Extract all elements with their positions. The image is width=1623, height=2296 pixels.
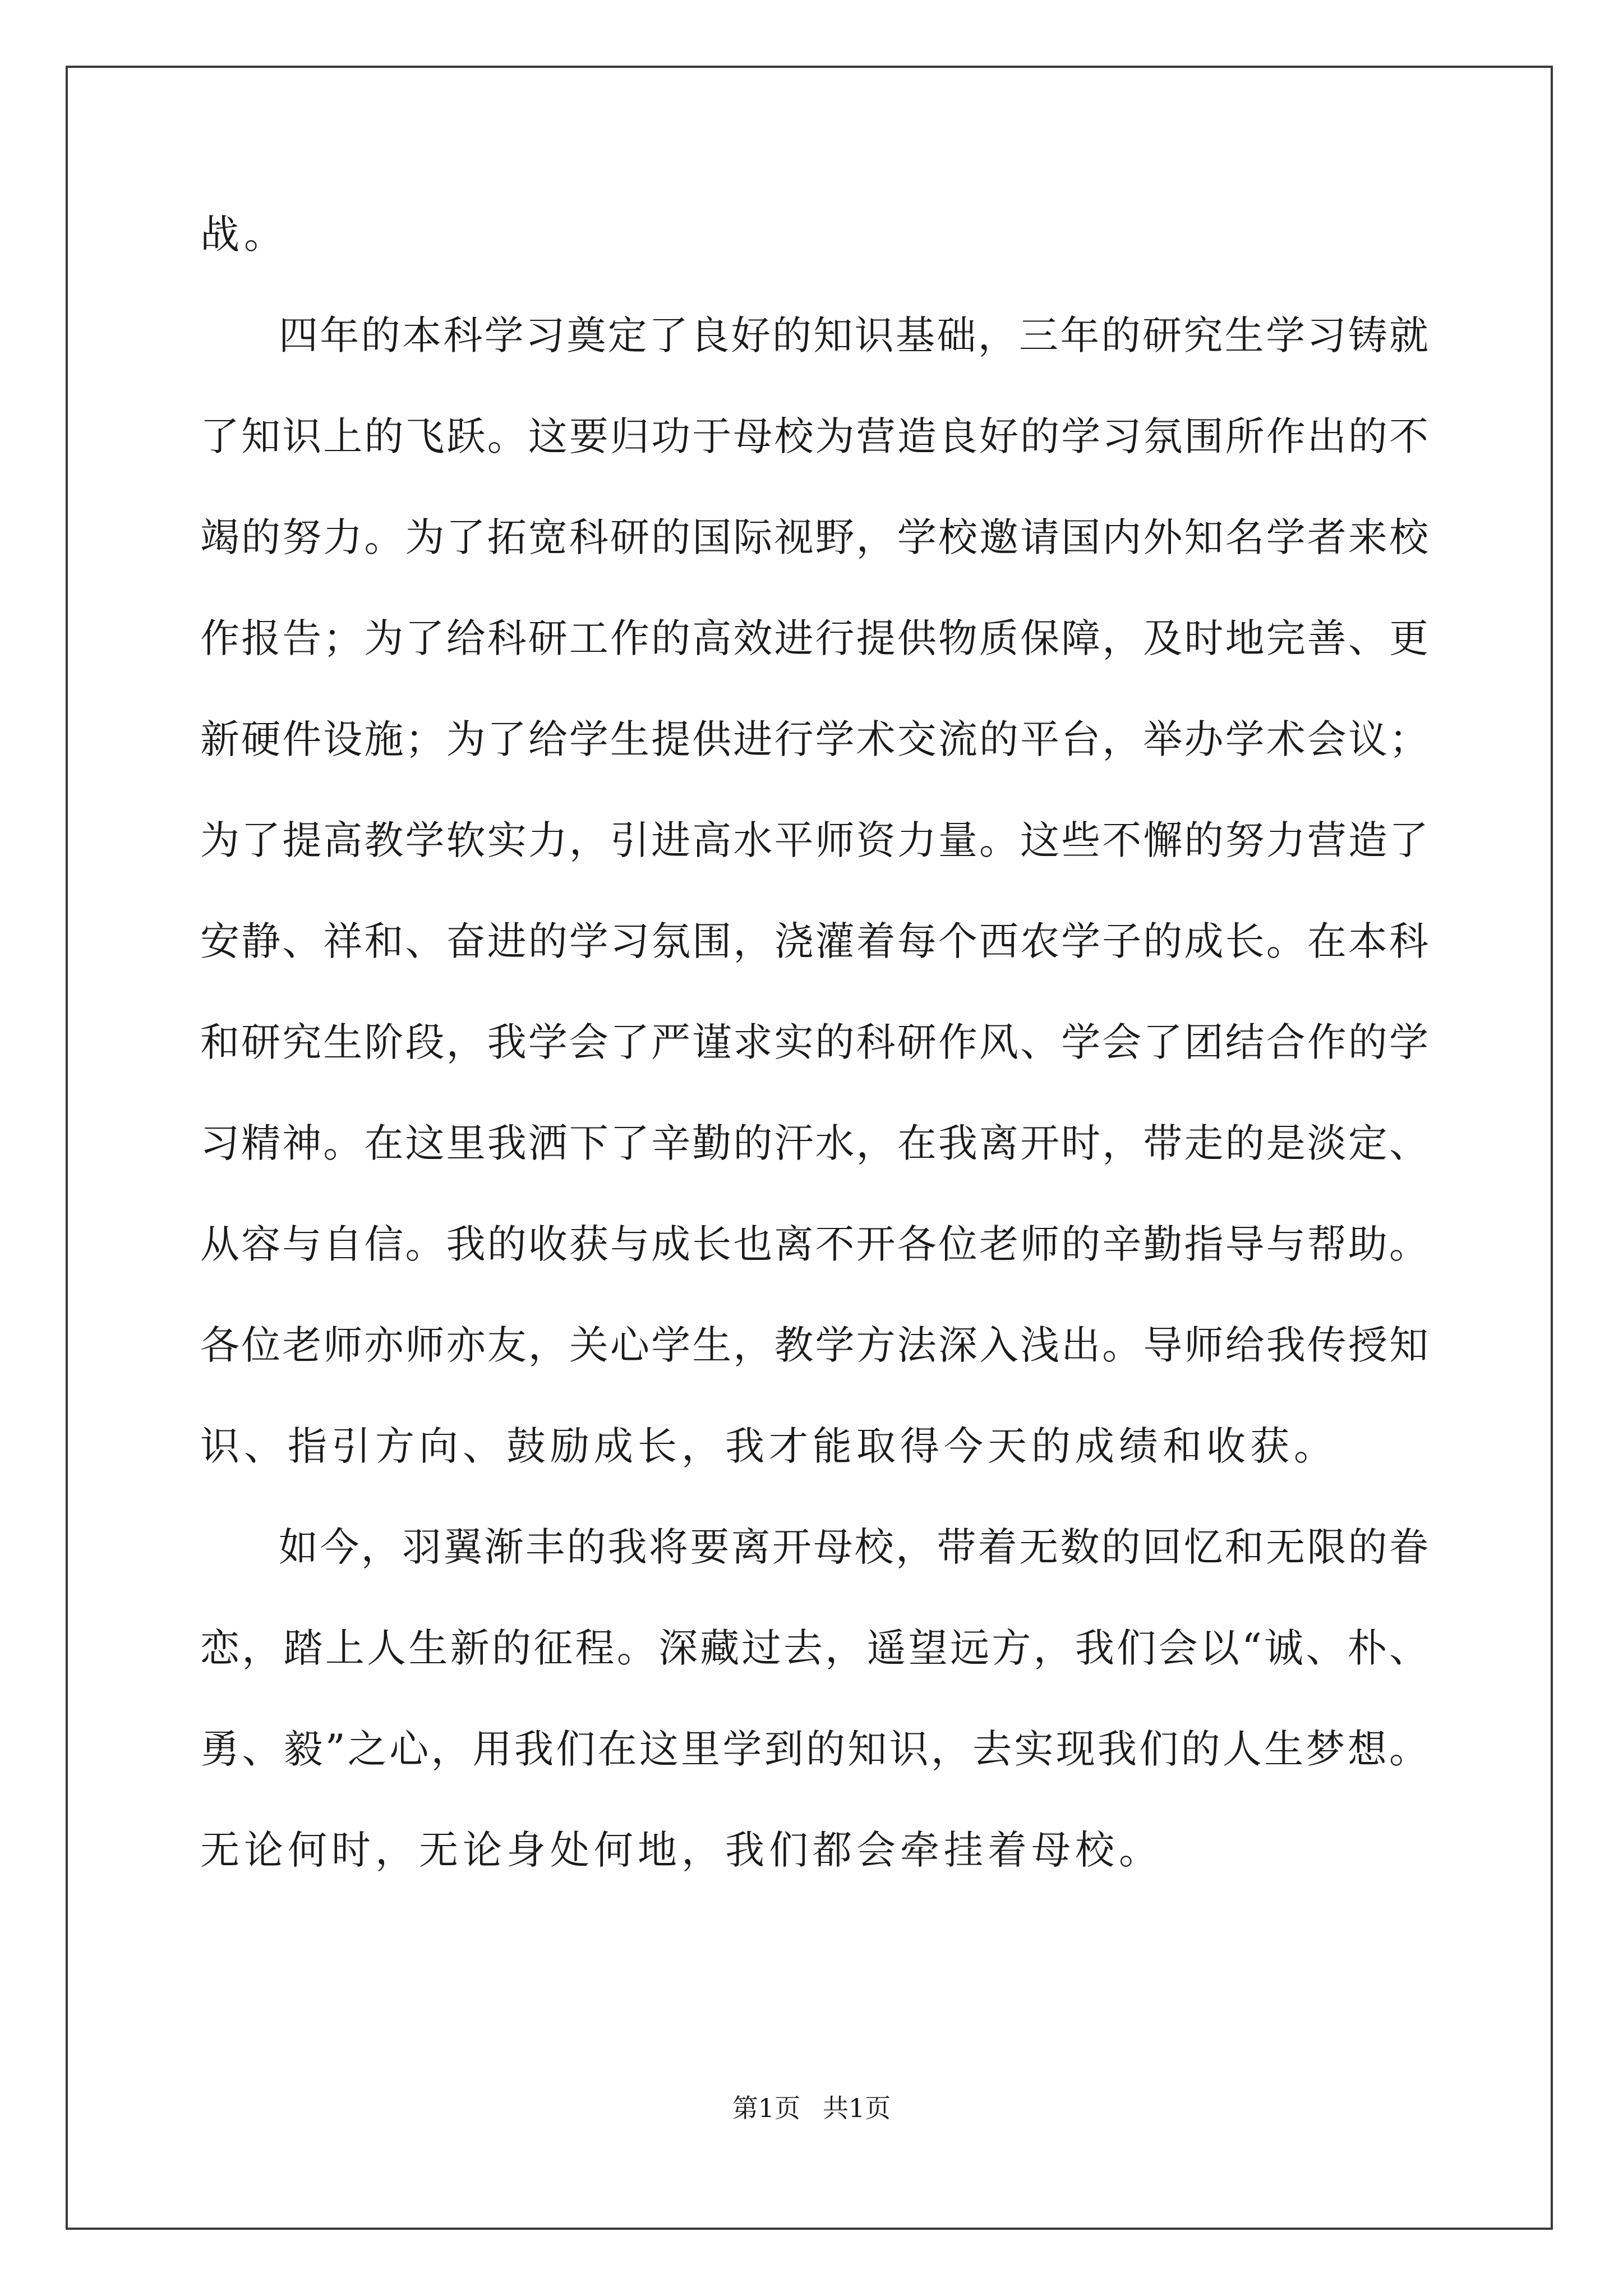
text-line: 竭的努力。为了拓宽科研的国际视野，学校邀请国内外知名学者来校 xyxy=(200,514,1428,560)
text-line: 战。 xyxy=(200,211,288,257)
text-line: 从容与自信。我的收获与成长也离不开各位老师的辛勤指导与帮助。 xyxy=(200,1221,1428,1267)
text-line: 和研究生阶段，我学会了严谨求实的科研作风、学会了团结合作的学 xyxy=(200,1019,1428,1065)
paragraph-start-line: 如今，羽翼渐丰的我将要离开母校，带着无数的回忆和无限的眷 xyxy=(279,1524,1428,1570)
page-footer xyxy=(0,2091,1623,2125)
text-line: 习精神。在这里我洒下了辛勤的汗水，在我离开时，带走的是淡定、 xyxy=(200,1120,1428,1166)
paragraph-start-line: 四年的本科学习奠定了良好的知识基础，三年的研究生学习铸就 xyxy=(279,312,1428,358)
page-number: 第1页 xyxy=(732,2093,800,2123)
text-line: 了知识上的飞跃。这要归功于母校为营造良好的学习氛围所作出的不 xyxy=(200,413,1428,459)
text-line: 识、指引方向、鼓励成长，我才能取得今天的成绩和收获。 xyxy=(200,1423,1338,1469)
text-line: 各位老师亦师亦友，关心学生，教学方法深入浅出。导师给我传授知 xyxy=(200,1322,1428,1368)
page-total: 共1页 xyxy=(823,2093,891,2123)
text-line: 新硬件设施；为了给学生提供进行学术交流的平台，举办学术会议； xyxy=(200,716,1428,762)
document-body xyxy=(200,206,1428,1923)
text-line: 安静、祥和、奋进的学习氛围，浇灌着每个西农学子的成长。在本科 xyxy=(200,918,1428,964)
text-line: 恋，踏上人生新的征程。深藏过去，遥望远方，我们会以“诚、朴、 xyxy=(200,1625,1428,1671)
text-line: 无论何时，无论身处何地，我们都会牵挂着母校。 xyxy=(200,1827,1163,1873)
text-line: 作报告；为了给科研工作的高效进行提供物质保障，及时地完善、更 xyxy=(200,615,1428,661)
text-line: 勇、毅”之心，用我们在这里学到的知识，去实现我们的人生梦想。 xyxy=(200,1726,1428,1772)
text-line: 为了提高教学软实力，引进高水平师资力量。这些不懈的努力营造了 xyxy=(200,817,1428,863)
